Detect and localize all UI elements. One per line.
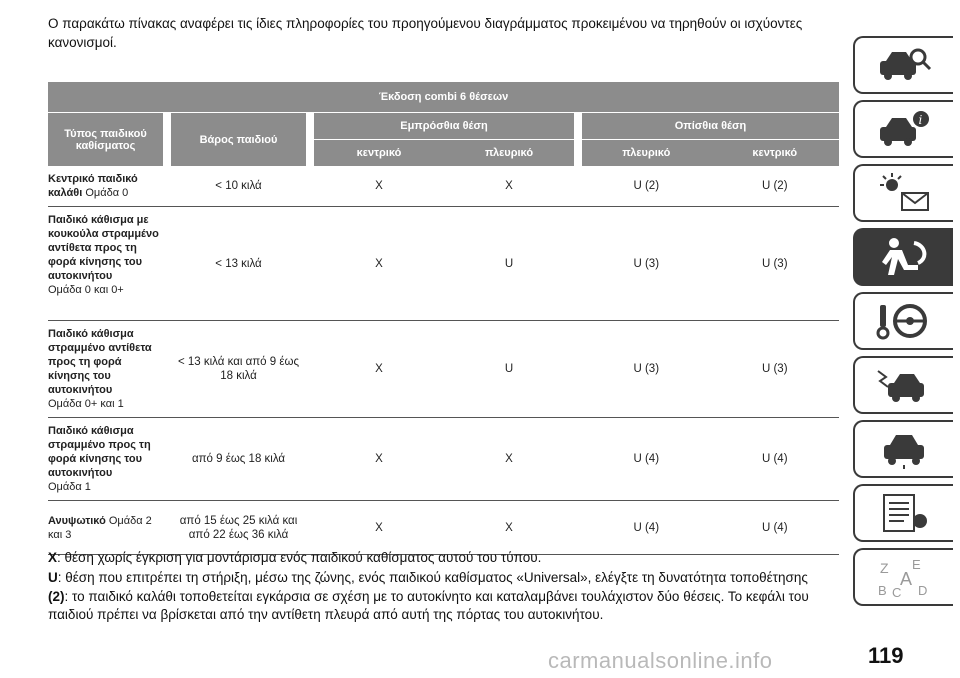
note-text: : θέση χωρίς έγκριση για μοντάρισμα ενός παιδικού καθίσματος αυτού του τύπου. — [57, 550, 542, 565]
car-info-icon — [874, 107, 934, 151]
tab-technical-data[interactable] — [853, 484, 953, 542]
child-seat-table — [48, 82, 839, 555]
header-rear-center: κεντρικό — [752, 147, 798, 159]
header-gap — [163, 113, 171, 167]
svg-text:C: C — [892, 585, 902, 599]
front-center-cell: X — [314, 207, 444, 321]
front-side-cell: X — [444, 501, 574, 555]
seat-type-name: Παιδικό κάθισμα στραμμένο αντίθετα προς τη φορά κίνησης του αυτοκινήτου — [48, 328, 152, 396]
seat-group: Ομάδα 1 — [48, 481, 91, 493]
front-center-cell: X — [314, 166, 444, 207]
note-key: X — [48, 550, 58, 565]
seat-group: Ομάδα 0 και 0+ — [48, 284, 124, 296]
rear-center-cell: U (2) — [761, 180, 788, 192]
legend-notes — [48, 549, 848, 625]
rear-cells — [582, 321, 839, 418]
header-front-side: πλευρικό — [444, 140, 574, 167]
weight-cell: < 10 κιλά — [171, 166, 306, 207]
seat-type-name: Παιδικό κάθισμα με κουκούλα στραμμένο αντίθετα προς τη φορά κίνησης του αυτοκινήτου — [48, 214, 159, 282]
svg-text:A: A — [900, 569, 913, 589]
car-search-icon — [874, 43, 934, 87]
header-rear-seat: Οπίσθια θέση — [582, 113, 839, 140]
tab-warning-lights[interactable] — [853, 164, 953, 222]
tab-car-info[interactable] — [853, 100, 953, 158]
table-row — [48, 418, 839, 501]
note-key: U — [48, 569, 58, 585]
weight-cell: από 9 έως 18 κιλά — [171, 418, 306, 501]
tab-index[interactable] — [853, 548, 953, 606]
airbag-child-icon — [874, 235, 934, 279]
tab-start-drive[interactable] — [853, 292, 953, 350]
car-service-icon — [874, 427, 934, 471]
rear-center-cell: U (4) — [761, 453, 788, 465]
rear-center-cell: U (4) — [761, 521, 788, 534]
table-row — [48, 321, 839, 418]
seat-group: Ομάδα 2 και 3 — [48, 514, 152, 541]
note-u — [48, 569, 848, 587]
seat-type-cell — [48, 321, 163, 418]
rear-side-cell: U (4) — [633, 521, 660, 534]
header-gap — [306, 113, 314, 167]
svg-text:E: E — [912, 557, 921, 572]
rear-cells — [582, 166, 839, 207]
watermark: carmanualsonline.info — [548, 648, 773, 673]
rear-side-cell: U (3) — [633, 363, 660, 375]
alphabet-index-icon — [874, 555, 934, 599]
table-row — [48, 207, 839, 321]
tab-emergency[interactable] — [853, 356, 953, 414]
front-side-cell: X — [444, 418, 574, 501]
weight-cell: από 15 έως 25 κιλά και από 22 έως 36 κιλά — [171, 501, 306, 555]
note-key: (2) — [48, 589, 65, 604]
table-title: Έκδοση combi 6 θέσεων — [48, 82, 839, 113]
note-text: : θέση που επιτρέπει τη στήριξη, μέσω της ζώνης, ενός παιδικού καθίσματος «Universal», ελέγξτε τη δυνατότητα τοποθέτησης — [57, 569, 808, 585]
table-row — [48, 166, 839, 207]
rear-cells — [582, 418, 839, 501]
header-rear-side: πλευρικό — [622, 147, 671, 159]
page-number: 119 — [868, 643, 904, 668]
header-front-seat: Εμπρόσθια θέση — [314, 113, 574, 140]
intro-paragraph: Ο παρακάτω πίνακας αναφέρει τις ίδιες πληροφορίες του προηγούμενου διαγράμματος προκειμένου να τηρηθούν οι ισχύοντες κανονισμοί. — [48, 16, 803, 50]
spec-sheet-icon — [874, 491, 934, 535]
front-side-cell: X — [444, 166, 574, 207]
seat-type-cell — [48, 501, 163, 555]
seat-type-name: Ανυψωτικό — [48, 514, 106, 527]
weight-cell: < 13 κιλά — [171, 207, 306, 321]
seat-type-name: Κεντρικό παιδικό καλάθι — [48, 173, 138, 199]
front-center-cell: X — [314, 501, 444, 555]
chapter-sidebar — [853, 36, 960, 612]
note-x — [48, 549, 848, 567]
rear-side-cell: U (3) — [633, 257, 660, 270]
seat-type-name: Παιδικό κάθισμα στραμμένο προς τη φορά κίνησης του αυτοκινήτου — [48, 425, 151, 479]
front-center-cell: X — [314, 418, 444, 501]
header-rear-side-center — [582, 140, 839, 167]
weight-cell: < 13 κιλά και από 9 έως 18 κιλά — [171, 321, 306, 418]
seat-type-cell — [48, 166, 163, 207]
warning-lights-icon — [874, 171, 934, 215]
rear-side-cell: U (4) — [633, 453, 660, 465]
front-center-cell: X — [314, 321, 444, 418]
header-front-center: κεντρικό — [314, 140, 444, 167]
front-side-cell: U — [444, 207, 574, 321]
rear-cells — [582, 501, 839, 555]
front-side-cell: U — [444, 321, 574, 418]
svg-text:i: i — [918, 113, 923, 127]
svg-text:B: B — [878, 583, 887, 598]
rear-side-cell: U (2) — [633, 180, 660, 192]
rear-center-cell: U (3) — [761, 257, 788, 270]
svg-text:Z: Z — [880, 560, 889, 576]
svg-text:D: D — [918, 583, 928, 598]
note-2 — [48, 588, 848, 623]
header-gap — [574, 140, 582, 167]
rear-cells — [582, 207, 839, 321]
header-child-weight: Βάρος παιδιού — [171, 113, 306, 167]
steering-wheel-key-icon — [874, 299, 934, 343]
seat-group: Ομάδα 0+ και 1 — [48, 398, 124, 410]
car-crash-icon — [874, 363, 934, 407]
seat-group: Ομάδα 0 — [85, 187, 129, 199]
seat-type-cell — [48, 418, 163, 501]
header-seat-type: Τύπος παιδικού καθίσματος — [48, 113, 163, 167]
tab-safety[interactable] — [853, 228, 953, 286]
rear-center-cell: U (3) — [761, 363, 788, 375]
tab-maintenance[interactable] — [853, 420, 953, 478]
note-text: : το παιδικό καλάθι τοποθετείται εγκάρσια σε σχέση με το αυτοκίνητο και καταλαμβάνει τουλάχιστον δύο θέσεις. Το κεφάλι του παιδιού πρέπει να βρίσκεται από την αντίθετη πλευρά από αυτή της πόρτας του αυτοκινήτου. — [48, 589, 809, 622]
table-row — [48, 501, 839, 555]
seat-type-cell — [48, 207, 163, 321]
tab-car-search[interactable] — [853, 36, 953, 94]
header-gap — [574, 113, 582, 140]
